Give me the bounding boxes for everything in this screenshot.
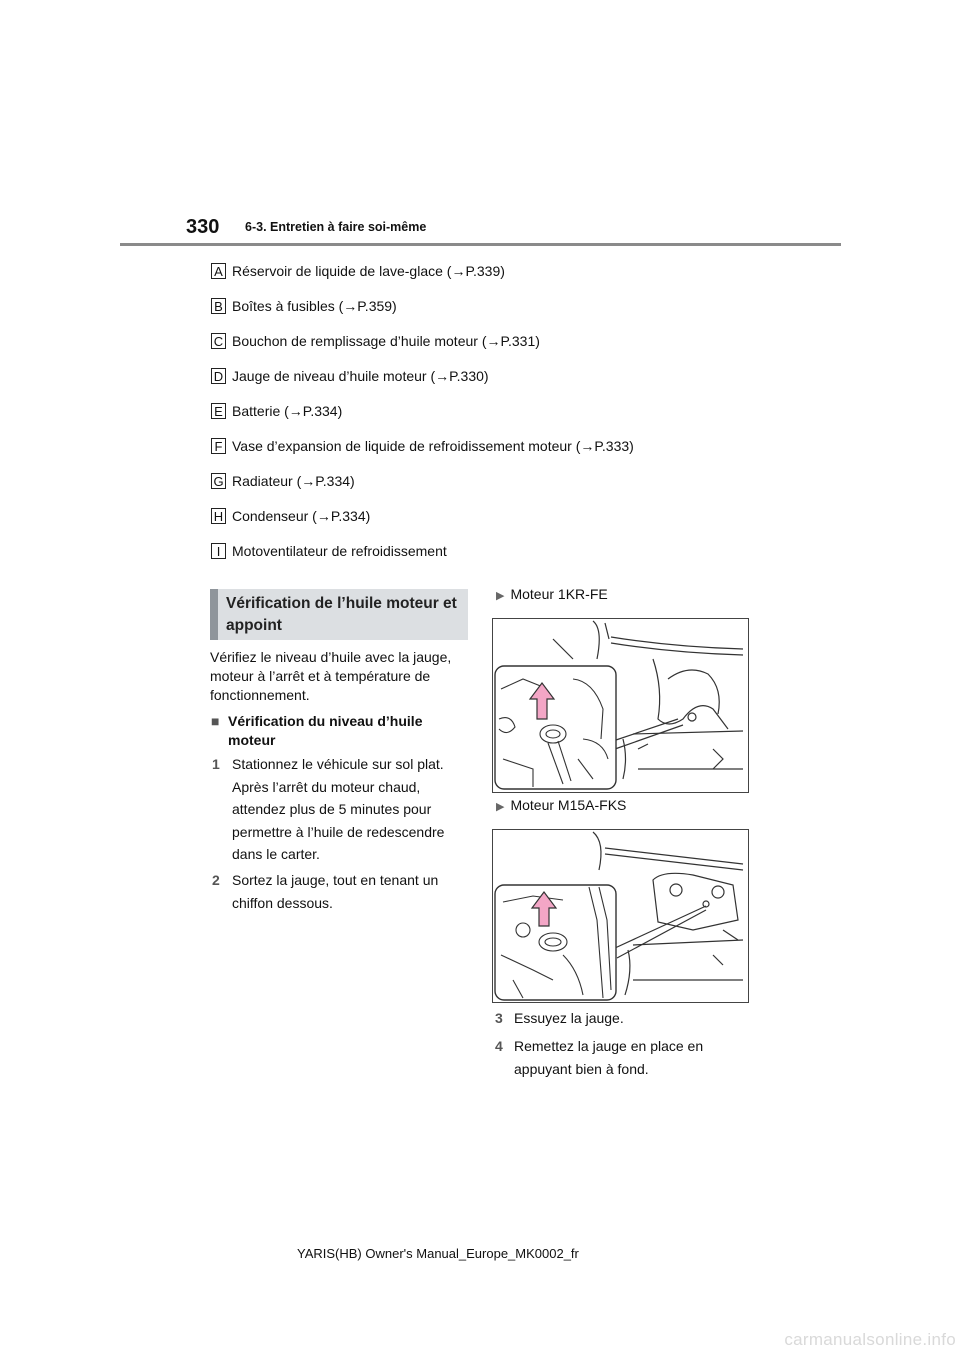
legend-item-g xyxy=(211,471,355,491)
legend-letter-badge: H xyxy=(211,508,226,524)
watermark: carmanualsonline.info xyxy=(784,1330,956,1349)
legend-item-b xyxy=(211,296,397,316)
section-title: 6-3. Entretien à faire soi-même xyxy=(245,220,427,234)
section-heading-line: appoint xyxy=(226,617,282,634)
intro-paragraph xyxy=(210,648,472,705)
step-text: Après l’arrêt du moteur chaud, xyxy=(232,778,421,795)
legend-text: Condenseur (→P.334) xyxy=(232,508,371,524)
step-number: 2 xyxy=(212,872,220,888)
legend-letter-badge: F xyxy=(211,438,226,454)
triangle-marker-icon: ▶ xyxy=(496,801,505,813)
subheading-line: moteur xyxy=(228,732,276,748)
step-number: 1 xyxy=(212,756,220,772)
legend-letter-badge: B xyxy=(211,298,226,314)
legend-item-e xyxy=(211,401,342,421)
page-number: 330 xyxy=(186,216,220,238)
step-text: attendez plus de 5 minutes pour xyxy=(232,801,432,817)
step-4 xyxy=(495,1035,775,1080)
step-text: dans le carter. xyxy=(232,846,320,862)
legend-letter-badge: E xyxy=(211,403,226,419)
section-heading-line: Vérification de l’huile moteur et xyxy=(226,595,457,612)
triangle-marker-icon: ▶ xyxy=(496,590,505,602)
step-text: chiffon dessous. xyxy=(232,894,333,911)
step-text: appuyant bien à fond. xyxy=(514,1060,649,1077)
section-heading-box xyxy=(210,589,468,640)
legend-item-i xyxy=(211,541,447,561)
intro-line: fonctionnement. xyxy=(210,687,310,703)
legend-text: Vase d’expansion de liquide de refroidissement moteur (→P.333) xyxy=(232,438,634,454)
legend-item-d xyxy=(211,366,489,386)
step-text: Stationnez le véhicule sur sol plat. xyxy=(232,756,444,772)
step-3 xyxy=(495,1007,775,1030)
legend-letter-badge: D xyxy=(211,368,226,384)
legend-text: Jauge de niveau d’huile moteur (→P.330) xyxy=(232,368,489,384)
step-text: permettre à l’huile de redescendre xyxy=(232,823,445,840)
intro-line: moteur à l’arrêt et à température de xyxy=(210,668,431,684)
engine-label-m15a xyxy=(496,796,626,817)
engine-label-text: Moteur M15A-FKS xyxy=(510,797,627,813)
legend-item-c xyxy=(211,331,540,351)
engine-label-1kr xyxy=(496,585,608,606)
step-2 xyxy=(212,869,474,914)
legend-letter-badge: C xyxy=(211,333,226,349)
legend-item-h xyxy=(211,506,370,526)
step-1 xyxy=(212,753,474,866)
subheading-line: Vérification du niveau d’huile xyxy=(228,713,423,729)
step-number: 4 xyxy=(495,1038,503,1054)
intro-line: Vérifiez le niveau d’huile avec la jauge, xyxy=(210,649,452,665)
legend-item-f xyxy=(211,436,634,456)
legend-letter-badge: G xyxy=(211,473,226,489)
legend-text: Boîtes à fusibles (→P.359) xyxy=(232,298,397,314)
header-divider xyxy=(120,243,841,246)
legend-item-a xyxy=(211,261,505,281)
legend-text: Radiateur (→P.334) xyxy=(232,473,355,489)
engine-bay-drawing xyxy=(493,830,748,1002)
legend-text: Bouchon de remplissage d’huile moteur (→P.331) xyxy=(232,333,540,349)
step-number: 3 xyxy=(495,1010,503,1026)
legend-text: Motoventilateur de refroidissement xyxy=(232,543,447,559)
legend-letter-badge: I xyxy=(211,543,226,559)
step-text: Essuyez la jauge. xyxy=(514,1010,624,1026)
step-text: Sortez la jauge, tout en tenant un xyxy=(232,872,439,888)
manual-footer: YARIS(HB) Owner's Manual_Europe_MK0002_fr xyxy=(297,1246,579,1261)
engine-bay-drawing xyxy=(493,619,748,792)
legend-text: Batterie (→P.334) xyxy=(232,403,343,419)
legend-letter-badge: A xyxy=(211,263,226,279)
engine-m15a-illustration xyxy=(492,829,749,1003)
square-bullet-icon: ■ xyxy=(211,713,220,729)
engine-label-text: Moteur 1KR-FE xyxy=(510,586,608,602)
subheading xyxy=(211,712,473,750)
engine-1kr-illustration xyxy=(492,618,749,793)
step-text: Remettez la jauge en place en xyxy=(514,1038,704,1054)
legend-text: Réservoir de liquide de lave-glace (→P.339) xyxy=(232,263,505,279)
